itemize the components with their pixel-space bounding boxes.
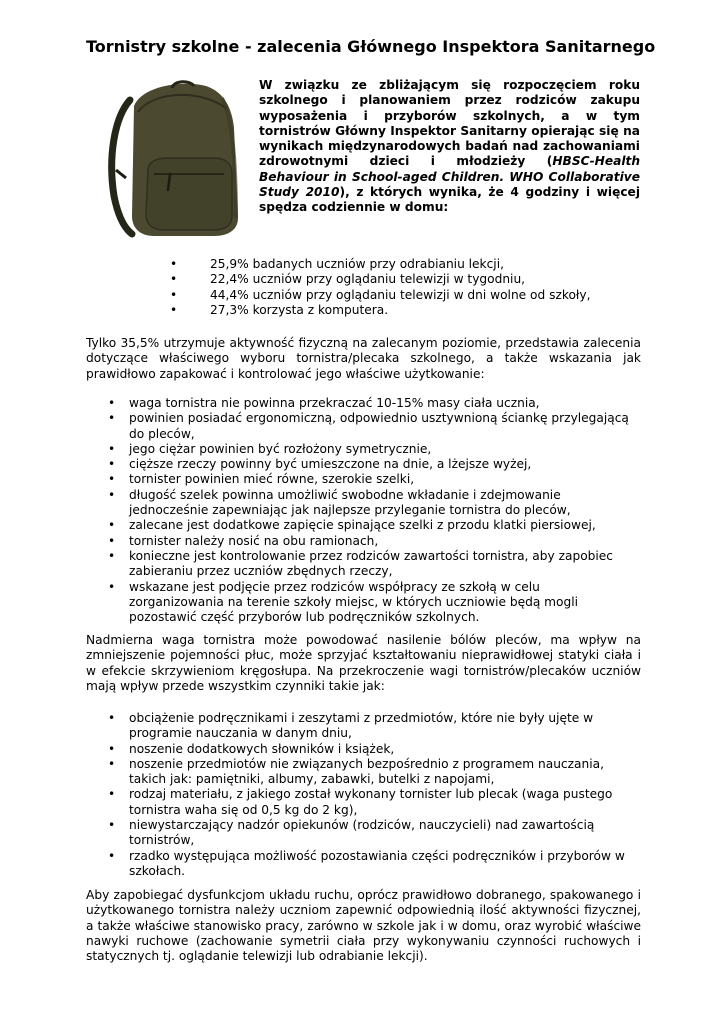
bullet-icon: • [170, 302, 178, 317]
list-item-text: wskazane jest podjęcie przez rodziców współpracy ze szkołą w celu zorganizowania na terenie szkoły miejsc, w których uczniowie będą mogli pozostawić część przyborów lub podręczników szkolnych. [129, 579, 579, 625]
list-item [170, 257, 590, 272]
recommendations-list [108, 396, 638, 625]
list-item [108, 742, 638, 757]
list-item [108, 442, 638, 457]
list-item [108, 849, 638, 880]
list-item-text: 22,4% uczniów przy oglądaniu telewizji w tygodniu, [210, 272, 526, 287]
list-item-text: tornister powinien mieć równe, szerokie szelki, [129, 472, 415, 487]
list-item-text: długość szelek powinna umożliwić swobodne wkładanie i zdejmowanie jednocześnie zapewniając jak najlepsze przyleganie tornistra do pleców, [129, 487, 571, 518]
paragraph-backpack-weight: Nadmierna waga tornistra może powodować nasilenie bólów pleców, ma wpływ na zmniejszenie pojemności płuc, może sprzyjać kształtowaniu nieprawidłowej statyki ciała i w efekcie skrzywieniom kręgosłupa. Na przekroczenie wagi tornistrów/plecaków uczniów mają wpływ przede wszystkim czynniki takie jak: [86, 633, 641, 693]
list-item [108, 757, 638, 788]
bullet-icon: • [108, 579, 116, 594]
list-item [108, 411, 638, 442]
list-item-text: 25,9% badanych uczniów przy odrabianiu lekcji, [210, 257, 504, 271]
intro-study-reference: HBSC-Health Behaviour in School-aged Children. WHO Collaborative Study 2010 [259, 154, 640, 200]
bullet-icon: • [108, 411, 116, 426]
paragraph-recommendations-intro: Tylko 35,5% utrzymuje aktywność fizyczną na zalecanym poziomie, przedstawia zalecenia dotyczące właściwego wyboru tornistra/plecaka szkolnego, a także wskazania jak prawidłowo zapakować i kontrolować jego właściwe użytkowanie: [86, 336, 641, 381]
list-item-text: rzadko występująca możliwość pozostawiania części podręczników i przyborów w szkołach. [129, 848, 625, 878]
list-item [170, 272, 590, 287]
list-item-text: konieczne jest kontrolowanie przez rodziców zawartości tornistra, aby zapobiec zabieraniu przez uczniów zbędnych rzeczy, [129, 548, 613, 579]
list-item-text: zalecane jest dodatkowe zapięcie spinające szelki z przodu klatki piersiowej, [129, 518, 596, 533]
list-item [170, 288, 590, 303]
bullet-icon: • [108, 818, 116, 833]
list-item-text: cięższe rzeczy powinny być umieszczone na dnie, a lżejsze wyżej, [129, 457, 532, 472]
list-item [170, 303, 590, 318]
list-item [108, 518, 638, 533]
bullet-icon: • [108, 787, 116, 802]
statistics-list [170, 257, 590, 318]
list-item-text: 27,3% korzysta z komputera. [210, 302, 389, 317]
list-item-text: jego ciężar powinien być rozłożony symetrycznie, [129, 441, 432, 456]
bullet-icon: • [108, 518, 116, 533]
list-item [108, 396, 638, 411]
bullet-icon: • [108, 741, 116, 756]
bullet-icon: • [108, 457, 116, 472]
intro-paragraph [259, 78, 640, 216]
list-item [108, 472, 638, 487]
list-item [108, 787, 638, 818]
bullet-icon: • [170, 287, 178, 302]
bullet-icon: • [170, 272, 178, 287]
bullet-icon: • [108, 848, 116, 863]
list-item-text: 44,4% uczniów przy oglądaniu telewizji w dni wolne od szkoły, [210, 287, 591, 302]
list-item-text: niewystarczający nadzór opiekunów (rodziców, nauczycieli) nad zawartością tornistrów, [129, 818, 595, 848]
bullet-icon: • [108, 533, 116, 548]
list-item-text: waga tornistra nie powinna przekraczać 10-15% masy ciała ucznia, [129, 396, 540, 410]
list-item [108, 549, 638, 580]
list-item [108, 580, 638, 626]
factors-list [108, 711, 638, 879]
bullet-icon: • [108, 396, 116, 410]
list-item [108, 711, 638, 742]
list-item-text: noszenie przedmiotów nie związanych bezpośrednio z programem nauczania, takich jak: pamiętniki, albumy, zabawki, butelki z napojami, [129, 756, 604, 787]
list-item [108, 534, 638, 549]
list-item [108, 457, 638, 472]
bullet-icon: • [108, 441, 116, 456]
list-item-text: obciążenie podręcznikami i zeszytami z przedmiotów, które nie były ujęte w programie nauczania w danym dniu, [129, 711, 594, 741]
list-item [108, 488, 638, 519]
document-title: Tornistry szkolne - zalecenia Głównego Inspektora Sanitarnego [86, 37, 656, 56]
bullet-icon: • [108, 711, 116, 725]
intro-part1: W związku ze zbliżającym się rozpoczęciem roku szkolnego i planowaniem przez rodziców zakupu wyposażenia i przyborów szkolnych, a w tym tornistrów Główny Inspektor Sanitarny opierając się na wynikach międzynarodowych badań nad zachowaniami zdrowotnymi dzieci i młodzieży ( [259, 78, 640, 169]
paragraph-prevention: Aby zapobiegać dysfunkcjom układu ruchu, oprócz prawidłowo dobranego, spakowanego i użytkowanego tornistra należy uczniom zapewnić odpowiednią ilość aktywności fizycznej, a także właściwe stanowisko pracy, zarówno w szkole jak i w domu, oraz wyrobić właściwe nawyki ruchowe (zachowanie symetrii ciała przy wykonywaniu czynności ruchowych i statycznych tj. oglądanie telewizji lub odrabianie lekcji). [86, 888, 641, 964]
list-item [108, 818, 638, 849]
bullet-icon: • [108, 472, 116, 487]
list-item-text: tornister należy nosić na obu ramionach, [129, 533, 379, 548]
bullet-icon: • [108, 487, 116, 502]
bullet-icon: • [170, 257, 178, 271]
bullet-icon: • [108, 548, 116, 563]
list-item-text: rodzaj materiału, z jakiego został wykonany tornister lub plecak (waga pustego tornistra waha się od 0,5 kg do 2 kg), [129, 787, 613, 817]
list-item-text: noszenie dodatkowych słowników i książek, [129, 741, 395, 756]
backpack-image [102, 78, 250, 240]
list-item-text: powinien posiadać ergonomiczną, odpowiednio usztywnioną ściankę przylegającą do pleców, [129, 411, 629, 441]
bullet-icon: • [108, 756, 116, 771]
intro-part2: ), z których wynika, że 4 godziny i więcej spędza codziennie w domu: [259, 185, 641, 215]
